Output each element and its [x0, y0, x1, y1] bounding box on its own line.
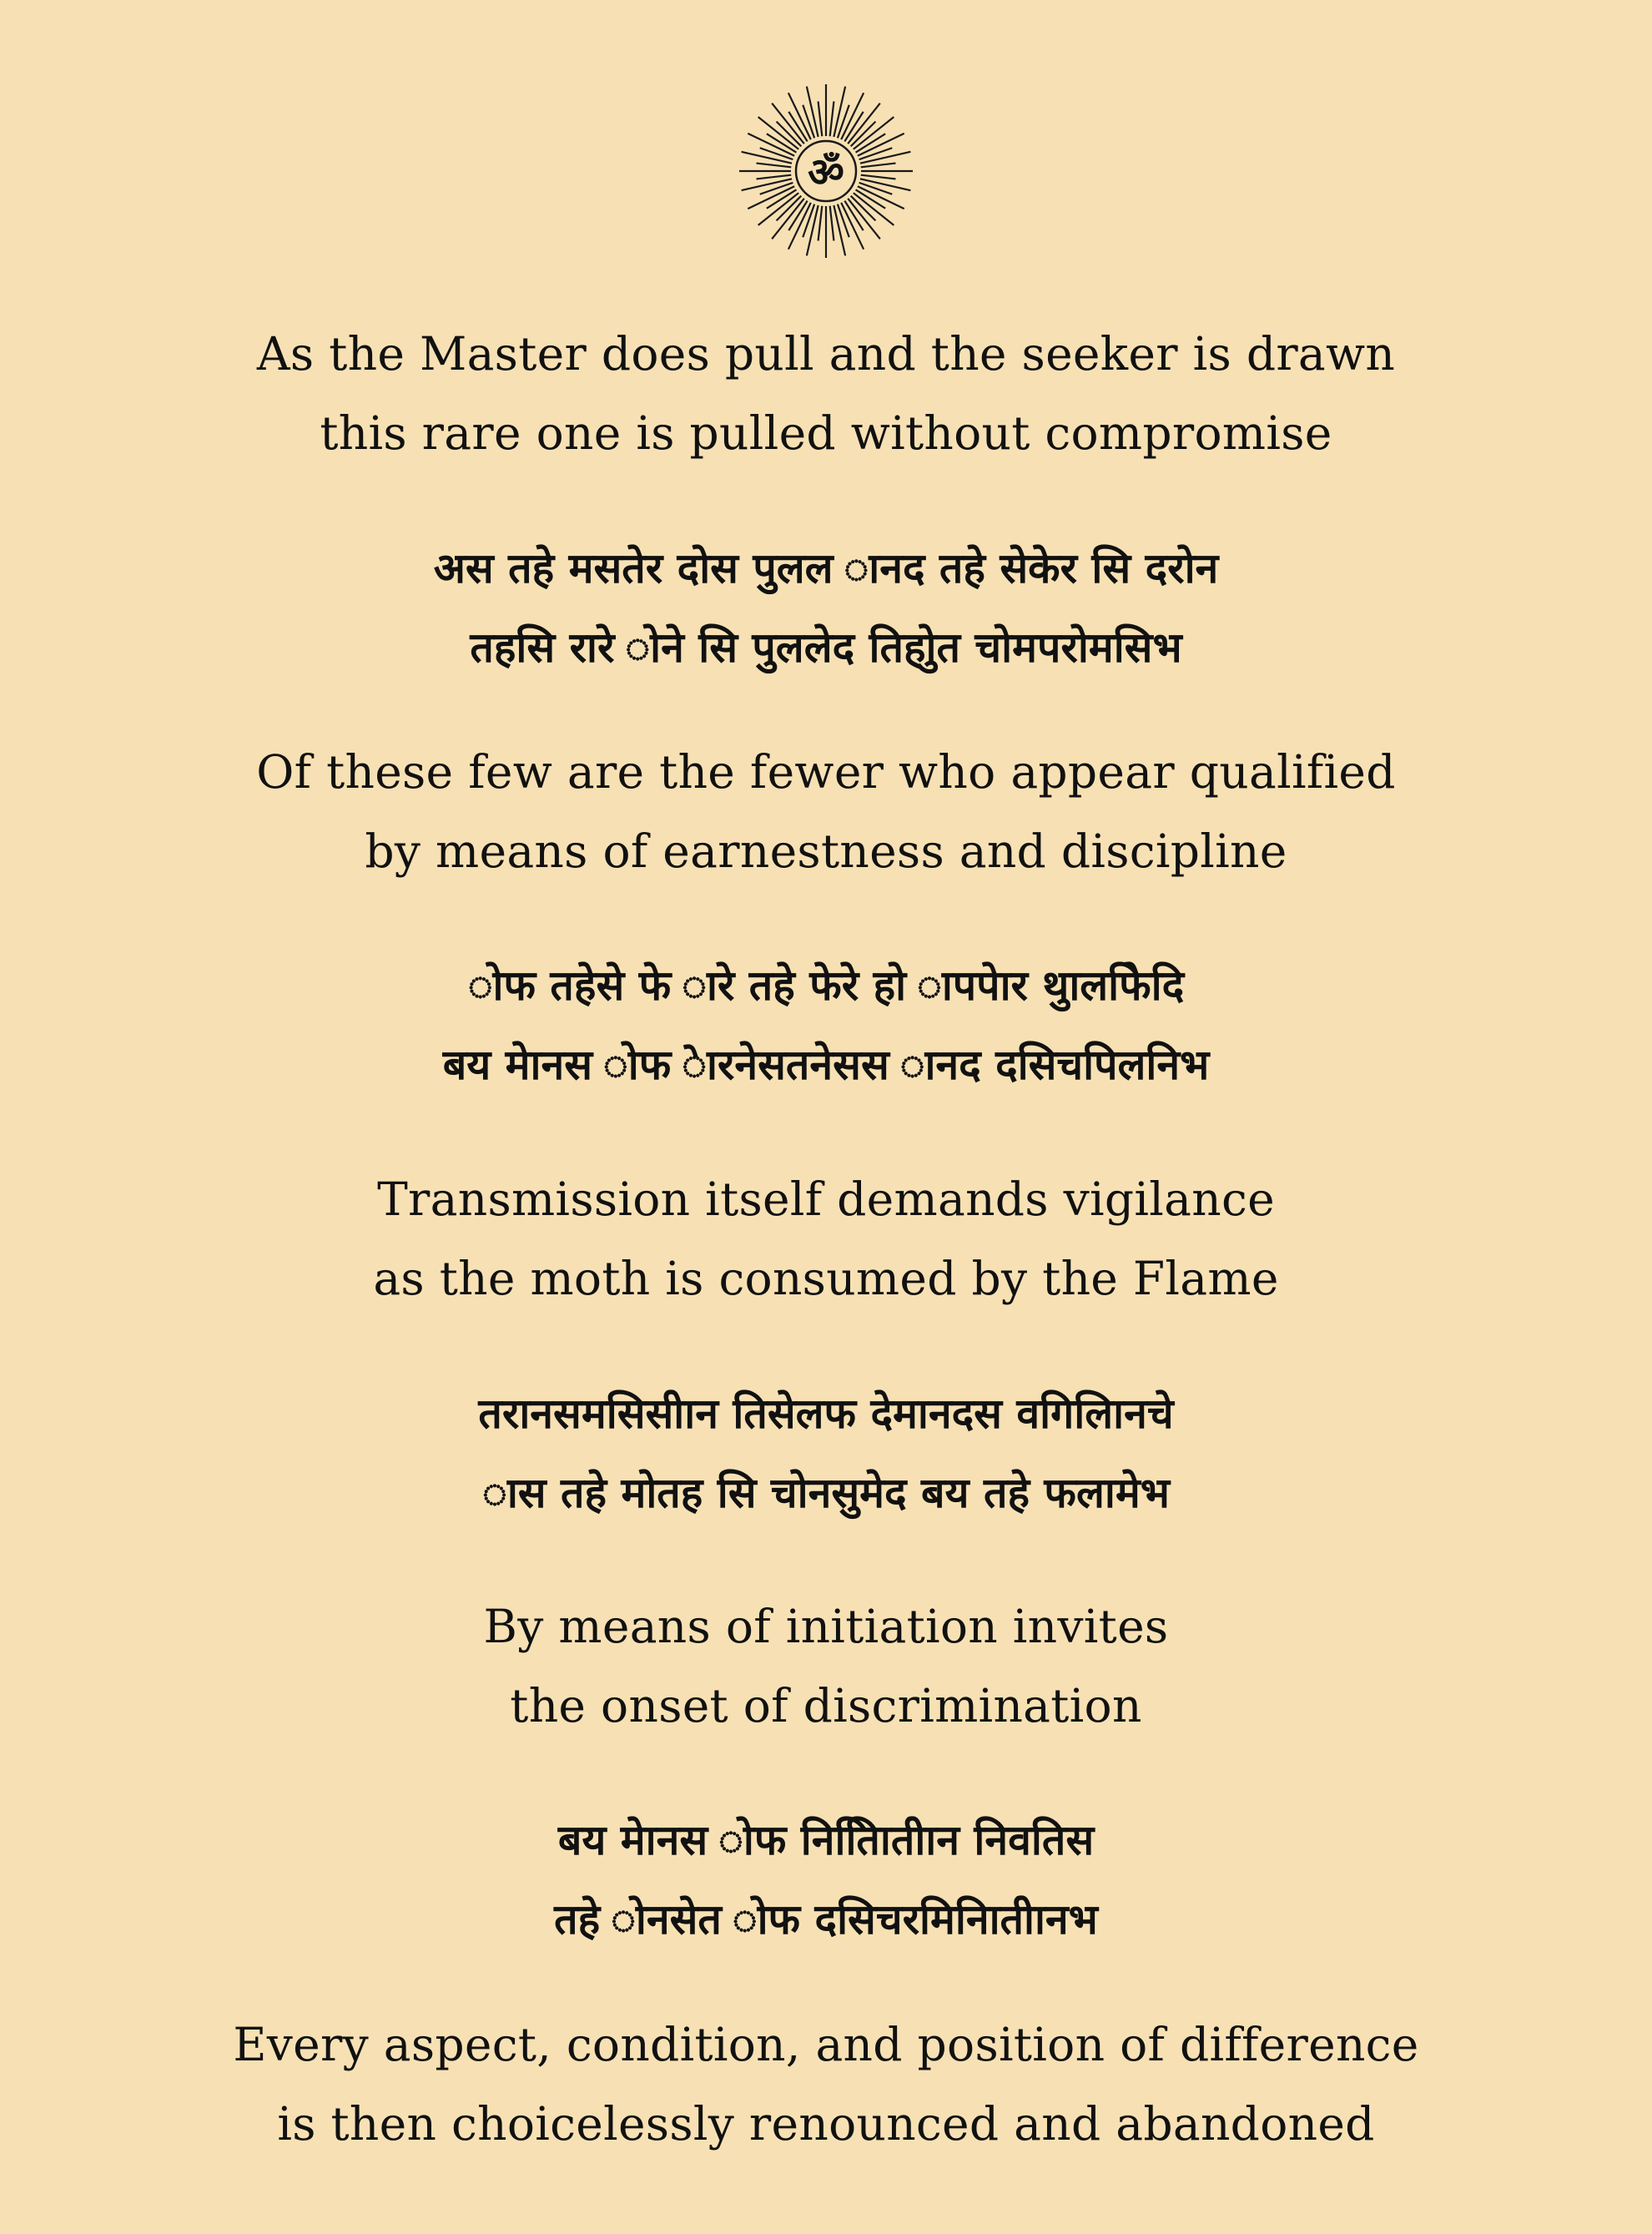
- sunburst-ray: [860, 179, 910, 190]
- stanza-line: तरानसमसिसीेान तिसेलफ देमानदस वगिलिानचे: [478, 1389, 1174, 1438]
- stanza-devanagari-4: [0, 1801, 1652, 1959]
- om-sunburst-icon: [734, 79, 918, 263]
- sunburst-ray: [772, 103, 804, 144]
- stanza-line: As the Master does pull and the seeker is drawn: [256, 327, 1396, 381]
- stanza-line: as the moth is consumed by the Flame: [373, 1252, 1279, 1305]
- om-glyph: ॐ: [808, 149, 844, 196]
- sunburst-ray: [830, 206, 834, 241]
- stanza-line: this rare one is pulled without compromise: [320, 406, 1332, 460]
- stanza-line: ोफ तहेसे फे ारे तहे फेरे हो ापपेार थुालफिेदि: [467, 961, 1185, 1010]
- stanza-devanagari-1: [0, 529, 1652, 688]
- sunburst-ray: [848, 103, 880, 144]
- sunburst-ray: [861, 164, 896, 168]
- sunburst-ray: [758, 117, 798, 149]
- sunburst-ray: [757, 175, 792, 179]
- sunburst-ray: [807, 87, 818, 137]
- sunburst-ray: [742, 152, 792, 164]
- stanza-line: is then choicelessly renounced and abandoned: [277, 2097, 1375, 2151]
- sunburst-ray: [757, 164, 792, 168]
- sunburst-ray: [848, 199, 880, 239]
- sunburst-ray: [834, 205, 845, 255]
- sunburst-ray: [772, 199, 804, 239]
- stanza-devanagari-3: [0, 1374, 1652, 1533]
- stanza-line: तहे ोनसेत ोफ दसिचरमिनिातीेानभ: [554, 1895, 1098, 1944]
- sunburst-ray: [834, 87, 845, 137]
- stanza-english-3: [0, 1160, 1652, 1319]
- stanza-line: बय मेानस ोफ नितिाितीेान निवतिस: [557, 1816, 1095, 1864]
- stanza-english-4: [0, 1587, 1652, 1746]
- sunburst-ray: [818, 102, 823, 137]
- stanza-line: By means of initiation invites: [483, 1600, 1169, 1653]
- stanza-english-5: [0, 2005, 1652, 2164]
- stanza-line: the onset of discrimination: [510, 1679, 1142, 1732]
- sunburst-ray: [758, 193, 798, 225]
- sunburst-ray: [854, 117, 894, 149]
- sunburst-ray: [830, 102, 834, 137]
- stanza-line: बय मेानस ोफ ेारनेसतनेसस ानद दसिचपिलनिभ: [442, 1041, 1210, 1089]
- stanza-devanagari-2: [0, 946, 1652, 1105]
- sunburst-ray: [807, 205, 818, 255]
- om-symbol-graphic: [734, 79, 918, 263]
- stanza-line: ास तहे मोतह सि चोनसुमेद बय तहे फलामेभ: [482, 1469, 1170, 1517]
- stanza-english-2: [0, 733, 1652, 891]
- sunburst-ray: [742, 179, 792, 190]
- sunburst-ray: [861, 175, 896, 179]
- stanza-line: by means of earnestness and discipline: [365, 825, 1287, 878]
- stanza-line: तहसि रारे ोने सि पुललेद तिहोुत चोमपरोमसिभ: [470, 623, 1182, 672]
- sunburst-ray: [818, 206, 823, 241]
- sunburst-ray: [854, 193, 894, 225]
- stanza-line: Of these few are the fewer who appear qualified: [256, 745, 1396, 799]
- stanza-line: Every aspect, condition, and position of difference: [233, 2018, 1419, 2071]
- stanza-line: Transmission itself demands vigilance: [377, 1172, 1275, 1226]
- stanza-english-1: [0, 315, 1652, 473]
- sunburst-ray: [860, 152, 910, 164]
- stanza-line: अस तहे मसतेर दोस पुलल ानद तहे सेकेर सि दरोन: [433, 544, 1219, 593]
